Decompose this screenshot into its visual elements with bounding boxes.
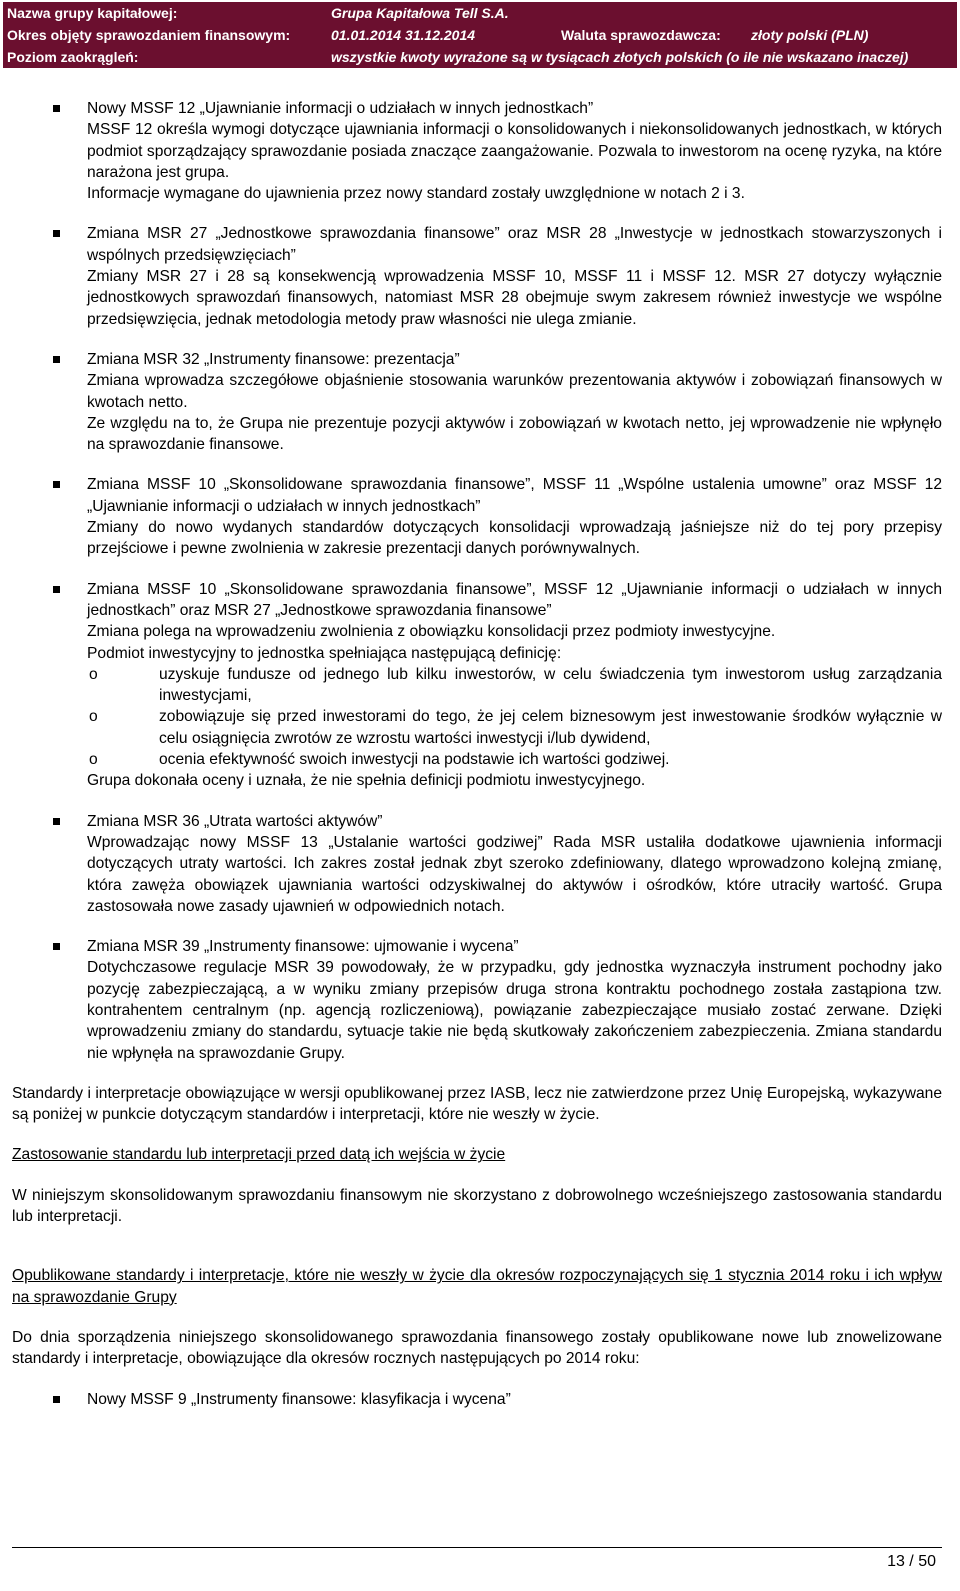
paragraph: Standardy i interpretacje obowiązujące w wersji opublikowanej przez IASB, lecz nie zatwierdzone przez Unię Europejską, wykazywane są poniżej w punkcie dotyczącym standardów i interpretacji, które nie weszły w życie.	[12, 1084, 942, 1124]
currency-label: Waluta sprawozdawcza:	[561, 27, 721, 43]
item-body: Dotychczasowe regulacje MSR 39 powodowały, że w przypadku, gdy jednostka wyznaczyła instrument pochodny jako pozycję zabezpieczającą, a w wyniku zmiany przepisów druga strona kontraktu pochodnego została zastąpiona tzw. kontrahentem centralnym (np. agencją rozliczeniową), powiązanie zabezpieczające musiało zostać zerwane. Dzięki wprowadzeniu zmiany do standardu, sytuacje takie nie będą skutkowały zakończeniem zabezpieczenia. Zmiana standardu nie wpłynęła na sprawozdanie Grupy.	[87, 959, 942, 1062]
group-value: Grupa Kapitałowa Tell S.A.	[331, 5, 509, 21]
item-body: Wprowadzając nowy MSSF 13 „Ustalanie wartości godziwej” Rada MSR ustaliła dodatkowe ujawnienia informacji dotyczących utraty wartości. Ich zakres został jednak zbyt szeroko zdefiniowany, dlatego wprowadzono kolejną zmianę, która zawęża obowiązek ujawniania wartości odzyskiwalnej do aktywów i ośrodków, które utraciły wartość. Grupa zastosowała nowe zasady ujawnień w odpowiednich notach.	[87, 833, 942, 915]
item-body: Zmiana wprowadza szczegółowe objaśnienie stosowania warunków prezentowania aktywów i zobowiązań finansowych w kwotach netto.	[87, 372, 942, 411]
item-body: Grupa dokonała oceny i uznała, że nie spełnia definicji podmiotu inwestycyjnego.	[87, 772, 646, 790]
list-item	[12, 349, 942, 455]
definition-list	[87, 664, 942, 770]
list-item	[12, 474, 942, 559]
square-bullet-icon	[53, 481, 60, 488]
document-body	[12, 98, 942, 1429]
item-body: Informacje wymagane do ujawnienia przez nowy standard zostały uwzględnione w notach 2 i 3.	[87, 185, 745, 203]
currency-value: złoty polski (PLN)	[751, 27, 869, 43]
list-item	[12, 1389, 942, 1410]
item-title: Zmiana MSR 36 „Utrata wartości aktywów”	[87, 812, 383, 830]
square-bullet-icon	[53, 943, 60, 950]
item-body: Zmiany do nowo wydanych standardów dotyczących konsolidacji wprowadzają jaśniejsze niż do tej pory przepisy przejściowe i pewne zwolnienia w zakresie prezentacji danych porównywalnych.	[87, 519, 942, 558]
circle-bullet-icon: o	[89, 708, 98, 726]
item-title: Zmiana MSSF 10 „Skonsolidowane sprawozdania finansowe”, MSSF 12 „Ujawnianie informacji o udziałach w innych jednostkach” oraz MSR 27 „Jednostkowe sprawozdania finansowe”	[87, 580, 942, 619]
item-body: Zmiany MSR 27 i 28 są konsekwencją wprowadzenia MSSF 10, MSSF 11 i MSSF 12. MSR 27 dotyczy wyłącznie jednostkowych sprawozdań finansowych, natomiast MSR 28 obejmuje swym zakresem również inwestycje we wspólne przedsięwzięcia, jednak metodologia metody praw własności nie ulega zmianie.	[87, 268, 942, 328]
square-bullet-icon	[53, 586, 60, 593]
paragraph: W niniejszym skonsolidowanym sprawozdaniu finansowym nie skorzystano z dobrowolnego wcześniejszego zastosowania standardu lub interpretacji.	[12, 1186, 942, 1226]
item-body: Podmiot inwestycyjny to jednostka spełniająca następującą definicję:	[87, 644, 562, 662]
square-bullet-icon	[53, 818, 60, 825]
item-body: MSSF 12 określa wymogi dotyczące ujawniania informacji o konsolidowanych i niekonsolidowanych jednostkach, w których podmiot sporządzający sprawozdanie posiada znaczące zaangażowanie. Pozwala to inwestorom na ocenę ryzyka, na które narażona jest grupa.	[87, 121, 942, 181]
item-body: Ze względu na to, że Grupa nie prezentuje pozycji aktywów i zobowiązań w kwotach netto, jej wprowadzenie nie wpłynęło na sprawozdanie finansowe.	[87, 414, 942, 454]
period-value: 01.01.2014 31.12.2014	[331, 27, 476, 43]
sub-list-item: o uzyskuje fundusze od jednego lub kilku inwestorów, w celu świadczenia tym inwestorom usług zarządzania inwestycjami,	[89, 665, 942, 705]
page-number: 13 / 50	[887, 1553, 936, 1570]
rounding-label: Poziom zaokrągleń:	[7, 49, 139, 65]
list-item	[12, 223, 942, 329]
item-title: Zmiana MSR 27 „Jednostkowe sprawozdania finansowe” oraz MSR 28 „Inwestycje w jednostkach stowarzyszonych i wspólnych przedsięwzięciach”	[87, 225, 942, 264]
square-bullet-icon	[53, 356, 60, 363]
footer-divider	[12, 1547, 942, 1548]
rounding-value: wszystkie kwoty wyrażone są w tysiącach złotych polskich (o ile nie wskazano inaczej)	[331, 49, 909, 65]
item-title: Zmiana MSSF 10 „Skonsolidowane sprawozdania finansowe”, MSSF 11 „Wspólne ustalenia umowne” oraz MSSF 12 „Ujawnianie informacji o udziałach w innych jednostkach”	[87, 476, 942, 515]
circle-bullet-icon: o	[89, 665, 98, 683]
list-item	[12, 936, 942, 1064]
period-label: Okres objęty sprawozdaniem finansowym:	[7, 27, 291, 43]
section-heading: Zastosowanie standardu lub interpretacji przed datą ich wejścia w życie	[12, 1146, 506, 1164]
square-bullet-icon	[53, 105, 60, 112]
report-header	[3, 2, 957, 68]
list-item	[12, 811, 942, 917]
list-item	[12, 579, 942, 792]
list-item	[12, 98, 942, 204]
item-body: Zmiana polega na wprowadzeniu zwolnienia z obowiązku konsolidacji przez podmioty inwestycyjne.	[87, 623, 776, 641]
group-label: Nazwa grupy kapitałowej:	[7, 5, 178, 21]
sub-list-item: o zobowiązuje się przed inwestorami do tego, że jej celem biznesowym jest inwestowanie środków wyłącznie w celu osiągnięcia zwrotów ze wzrostu wartości inwestycji i/lub dywidend,	[89, 708, 942, 747]
circle-bullet-icon: o	[89, 751, 98, 769]
square-bullet-icon	[53, 1396, 60, 1403]
sub-list-item: o ocenia efektywność swoich inwestycji na podstawie ich wartości godziwej.	[87, 749, 942, 770]
item-title: Zmiana MSR 32 „Instrumenty finansowe: prezentacja”	[87, 350, 460, 368]
item-title: Nowy MSSF 12 „Ujawnianie informacji o udziałach w innych jednostkach”	[87, 100, 594, 117]
item-title: Zmiana MSR 39 „Instrumenty finansowe: ujmowanie i wycena”	[87, 938, 519, 956]
square-bullet-icon	[53, 230, 60, 237]
paragraph: Do dnia sporządzenia niniejszego skonsolidowanego sprawozdania finansowego zostały opublikowane nowe lub znowelizowane standardy i interpretacje, obowiązujące dla okresów rocznych następujących po 2014 roku:	[12, 1328, 942, 1368]
section-heading: Opublikowane standardy i interpretacje, które nie weszły w życie dla okresów rozpoczynających się 1 stycznia 2014 roku i ich wpływ na sprawozdanie Grupy	[12, 1267, 942, 1306]
item-title: Nowy MSSF 9 „Instrumenty finansowe: klasyfikacja i wycena”	[87, 1390, 511, 1408]
